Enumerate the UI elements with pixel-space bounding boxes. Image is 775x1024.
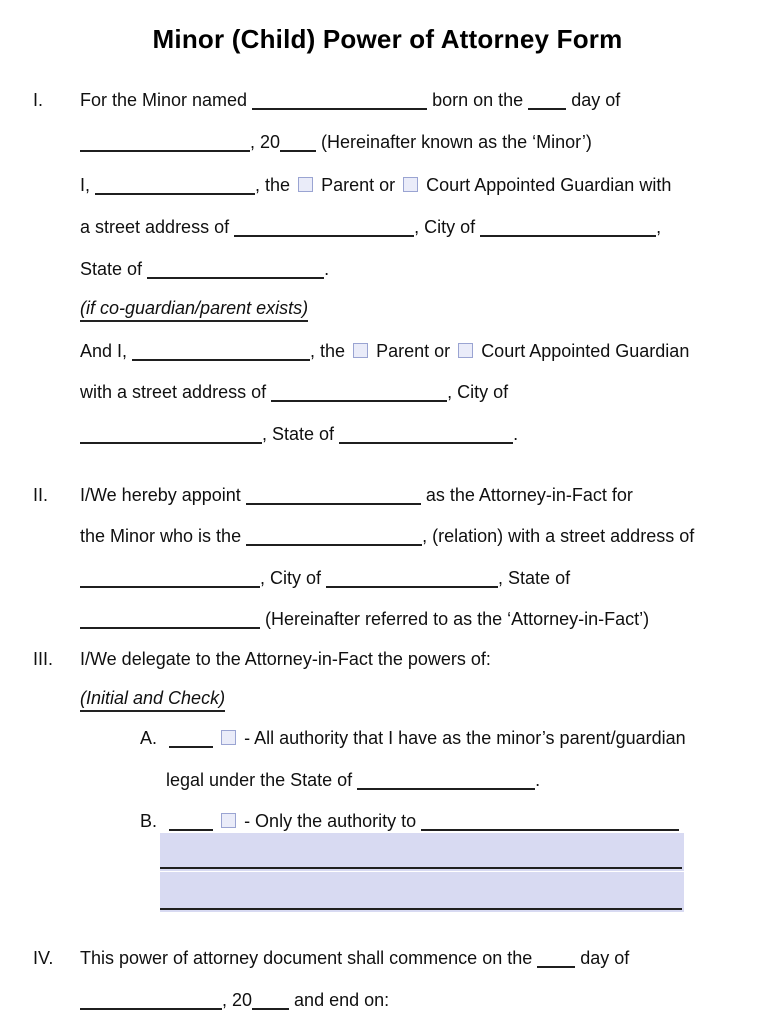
text-run: day of bbox=[571, 90, 621, 110]
sec3-intro bbox=[33, 649, 491, 670]
sec2-line4 bbox=[80, 609, 649, 630]
attorney-street-field[interactable] bbox=[80, 583, 260, 584]
birth-month-field[interactable] bbox=[80, 147, 250, 148]
parent1-city-field[interactable] bbox=[480, 232, 656, 233]
option-a-checkbox[interactable] bbox=[221, 730, 236, 745]
text-run: . bbox=[535, 770, 541, 790]
text-run: . bbox=[513, 424, 519, 444]
text-run: Parent or bbox=[321, 175, 396, 195]
text-run: (Hereinafter known as the ‘Minor’) bbox=[321, 132, 592, 152]
text-run: - Only the authority to bbox=[244, 811, 417, 831]
text-run: , City of bbox=[414, 217, 476, 237]
text-run: and end on: bbox=[294, 990, 390, 1010]
birth-day-field[interactable] bbox=[528, 105, 566, 106]
text-run: , bbox=[656, 217, 662, 237]
text-run: (Hereinafter referred to as the ‘Attorney-in-Fact’) bbox=[265, 609, 650, 629]
text-run: as the Attorney-in-Fact for bbox=[425, 485, 633, 505]
authority-b-field[interactable] bbox=[421, 826, 679, 827]
text-run: a street address of bbox=[80, 217, 230, 237]
sec3-numeral: III. bbox=[33, 649, 54, 669]
parent2-name-field[interactable] bbox=[132, 356, 310, 357]
initials-b-field[interactable] bbox=[169, 826, 213, 827]
text-run: , 20 bbox=[250, 132, 281, 152]
text-run: with a street address of bbox=[80, 382, 267, 402]
initial-check-note-text: (Initial and Check) bbox=[80, 688, 225, 712]
text-run: , (relation) with a street address of bbox=[422, 526, 695, 546]
sec1-line5 bbox=[80, 259, 329, 280]
parent1-street-field[interactable] bbox=[234, 232, 414, 233]
text-run: Court Appointed Guardian with bbox=[426, 175, 672, 195]
sec2-line2 bbox=[80, 526, 694, 547]
parent1-guardian-checkbox[interactable] bbox=[403, 177, 418, 192]
attorney-state-field[interactable] bbox=[80, 624, 260, 625]
sec3-option-b bbox=[140, 811, 679, 832]
parent2-state-field[interactable] bbox=[339, 439, 513, 440]
text-run: I/We delegate to the Attorney-in-Fact the powers of: bbox=[80, 649, 491, 669]
coguardian-note-text: (if co-guardian/parent exists) bbox=[80, 298, 308, 322]
text-run: , 20 bbox=[222, 990, 253, 1010]
option-a-label: A. bbox=[140, 728, 158, 748]
text-run: , the bbox=[255, 175, 291, 195]
text-run: State of bbox=[80, 259, 143, 279]
sec1-line3 bbox=[80, 175, 671, 196]
parent2-guardian-checkbox[interactable] bbox=[458, 343, 473, 358]
form-title: Minor (Child) Power of Attorney Form bbox=[152, 24, 623, 54]
sec1-line8 bbox=[80, 382, 508, 403]
commence-year-field[interactable] bbox=[252, 1005, 289, 1006]
sec1-coguardian-note bbox=[80, 298, 308, 319]
commence-day-field[interactable] bbox=[537, 963, 575, 964]
parent2-city-field[interactable] bbox=[80, 439, 262, 440]
parent1-parent-checkbox[interactable] bbox=[298, 177, 313, 192]
text-run: Court Appointed Guardian bbox=[481, 341, 690, 361]
text-run: , City of bbox=[447, 382, 509, 402]
authority-b-line2-field[interactable] bbox=[160, 833, 684, 871]
attorney-name-field[interactable] bbox=[246, 500, 421, 501]
authority-b-line3-field[interactable] bbox=[160, 872, 684, 912]
sec2-line1 bbox=[33, 485, 633, 506]
birth-year-field[interactable] bbox=[280, 147, 316, 148]
sec4-line2 bbox=[80, 990, 389, 1011]
text-run: For the Minor named bbox=[80, 90, 248, 110]
text-run: And I, bbox=[80, 341, 128, 361]
commence-month-field[interactable] bbox=[80, 1005, 222, 1006]
text-run: legal under the State of bbox=[166, 770, 353, 790]
text-run: I/We hereby appoint bbox=[80, 485, 241, 505]
text-run: the Minor who is the bbox=[80, 526, 242, 546]
minor-name-field[interactable] bbox=[252, 105, 427, 106]
text-run: born on the bbox=[432, 90, 524, 110]
sec1-line1 bbox=[33, 90, 621, 111]
sec4-numeral: IV. bbox=[33, 948, 54, 968]
sec1-line4 bbox=[80, 217, 661, 238]
parent1-state-field[interactable] bbox=[147, 274, 324, 275]
initials-a-field[interactable] bbox=[169, 743, 213, 744]
sec1-line9 bbox=[80, 424, 518, 445]
text-run: , the bbox=[310, 341, 346, 361]
text-run: . bbox=[324, 259, 330, 279]
sec1-line2 bbox=[80, 132, 592, 153]
text-run: This power of attorney document shall commence on the bbox=[80, 948, 533, 968]
sec3-option-a-line2 bbox=[166, 770, 540, 791]
text-run: , City of bbox=[260, 568, 322, 588]
text-run: day of bbox=[580, 948, 630, 968]
sec3-note bbox=[80, 688, 225, 709]
sec2-numeral: II. bbox=[33, 485, 49, 505]
text-run: Parent or bbox=[376, 341, 451, 361]
relation-field[interactable] bbox=[246, 541, 422, 542]
sec3-option-a bbox=[140, 728, 686, 749]
text-run: , State of bbox=[262, 424, 335, 444]
option-b-checkbox[interactable] bbox=[221, 813, 236, 828]
sec1-line7 bbox=[80, 341, 689, 362]
sec1-numeral: I. bbox=[33, 90, 44, 110]
parent1-name-field[interactable] bbox=[95, 190, 255, 191]
text-run: - All authority that I have as the minor’s parent/guardian bbox=[244, 728, 686, 748]
state-a-field[interactable] bbox=[357, 785, 535, 786]
text-run: I, bbox=[80, 175, 91, 195]
sec4-line1 bbox=[33, 948, 630, 969]
option-b-label: B. bbox=[140, 811, 158, 831]
parent2-street-field[interactable] bbox=[271, 397, 447, 398]
text-run: , State of bbox=[498, 568, 571, 588]
parent2-parent-checkbox[interactable] bbox=[353, 343, 368, 358]
attorney-city-field[interactable] bbox=[326, 583, 498, 584]
sec2-line3 bbox=[80, 568, 570, 589]
